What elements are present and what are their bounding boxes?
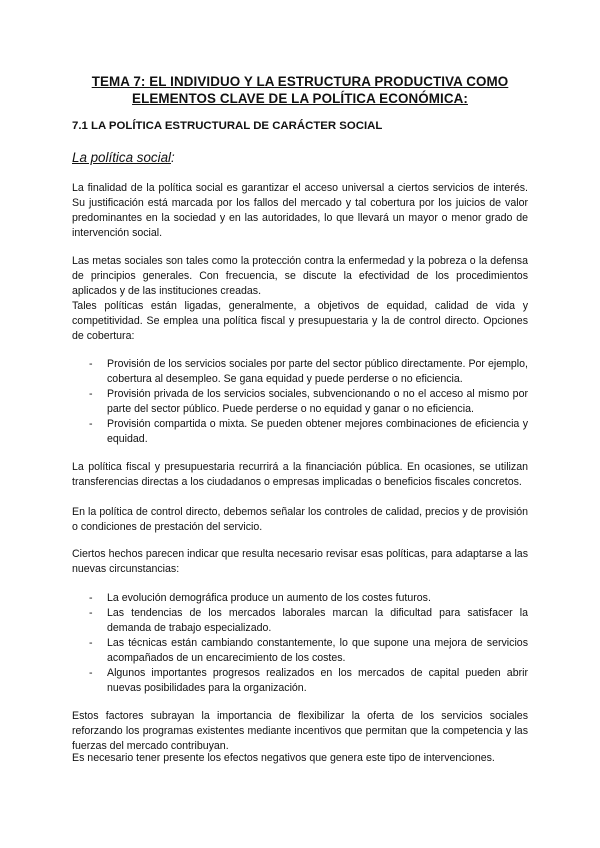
- paragraph-estos-factores: Estos factores subrayan la importancia de flexibilizar la oferta de los servicios sociales reforzando los programas existentes mediante incentivos que permitan que la competencia y las fuerzas del mercado contribuyan.: [72, 710, 528, 752]
- list-item-fact-1: La evolución demográfica produce un aumento de los costes futuros.: [107, 592, 431, 604]
- document-title-line-2: ELEMENTOS CLAVE DE LA POLÍTICA ECONÓMICA:: [132, 91, 468, 106]
- list-dash: -: [89, 607, 93, 619]
- list-dash: -: [89, 667, 93, 679]
- list-dash: -: [89, 637, 93, 649]
- list-item-fact-3: Las técnicas están cambiando constantemente, lo que supone una mejora de servicios acompañados de un encarecimiento de los costes.: [107, 637, 528, 664]
- subtitle: [72, 150, 175, 165]
- subtitle-colon: :: [171, 150, 175, 165]
- list-item-option-2: Provisión privada de los servicios sociales, subvencionando o no el acceso al mismo por parte del sector público. Puede perderse o no equidad y ganar o no eficiencia.: [107, 388, 528, 415]
- paragraph-control-directo: En la política de control directo, debemos señalar los controles de calidad, precios y de provisión o condiciones de prestación del servicio.: [72, 506, 528, 533]
- list-dash: -: [89, 358, 93, 370]
- section-heading: 7.1 LA POLÍTICA ESTRUCTURAL DE CARÁCTER SOCIAL: [72, 120, 383, 132]
- list-item-fact-2: Las tendencias de los mercados laborales marcan la dificultad para satisfacer la demanda de trabajo especializado.: [107, 607, 528, 634]
- list-item-option-1: Provisión de los servicios sociales por parte del sector público directamente. Por ejemplo, cobertura al desempleo. Se gana equidad y puede perderse o no eficiencia.: [107, 358, 528, 385]
- document-title-line-1: TEMA 7: EL INDIVIDUO Y LA ESTRUCTURA PRODUCTIVA COMO: [91, 74, 509, 89]
- paragraph-ciertos-hechos: Ciertos hechos parecen indicar que resulta necesario revisar esas políticas, para adaptarse a las nuevas circunstancias:: [72, 548, 528, 575]
- list-dash: -: [89, 418, 93, 430]
- paragraph-politica-fiscal: La política fiscal y presupuestaria recurrirá a la financiación pública. En ocasiones, se utilizan transferencias directas a los ciudadanos o empresas implicadas o beneficios fiscales concretos.: [72, 461, 528, 488]
- list-dash: -: [89, 388, 93, 400]
- paragraph-efectos-negativos: Es necesario tener presente los efectos negativos que genera este tipo de intervenciones.: [72, 752, 495, 764]
- paragraph-finalidad: La finalidad de la política social es garantizar el acceso universal a ciertos servicios de interés. Su justificación está marcada por los fallos del mercado y tal cobertura por los juicios de valor predominantes en la sociedad y en las autoridades, lo que llevará un mayor o menor grado de intervención social.: [72, 182, 528, 239]
- list-item-option-3: Provisión compartida o mixta. Se pueden obtener mejores combinaciones de eficiencia y equidad.: [107, 418, 528, 445]
- list-item-fact-4: Algunos importantes progresos realizados en los mercados de capital pueden abrir nuevas posibilidades para la organización.: [107, 667, 528, 694]
- paragraph-metas: Las metas sociales son tales como la protección contra la enfermedad y la pobreza o la defensa de principios generales. Con frecuencia, se discute la efectividad de los procedimientos aplicados y de las instituciones creadas.: [72, 255, 528, 297]
- paragraph-tales-politicas: Tales políticas están ligadas, generalmente, a objetivos de equidad, calidad de vida y competitividad. Se emplea una política fiscal y presupuestaria y la de control directo. Opciones de cobertura:: [72, 300, 528, 342]
- subtitle-text: La política social: [72, 150, 171, 165]
- list-dash: -: [89, 592, 93, 604]
